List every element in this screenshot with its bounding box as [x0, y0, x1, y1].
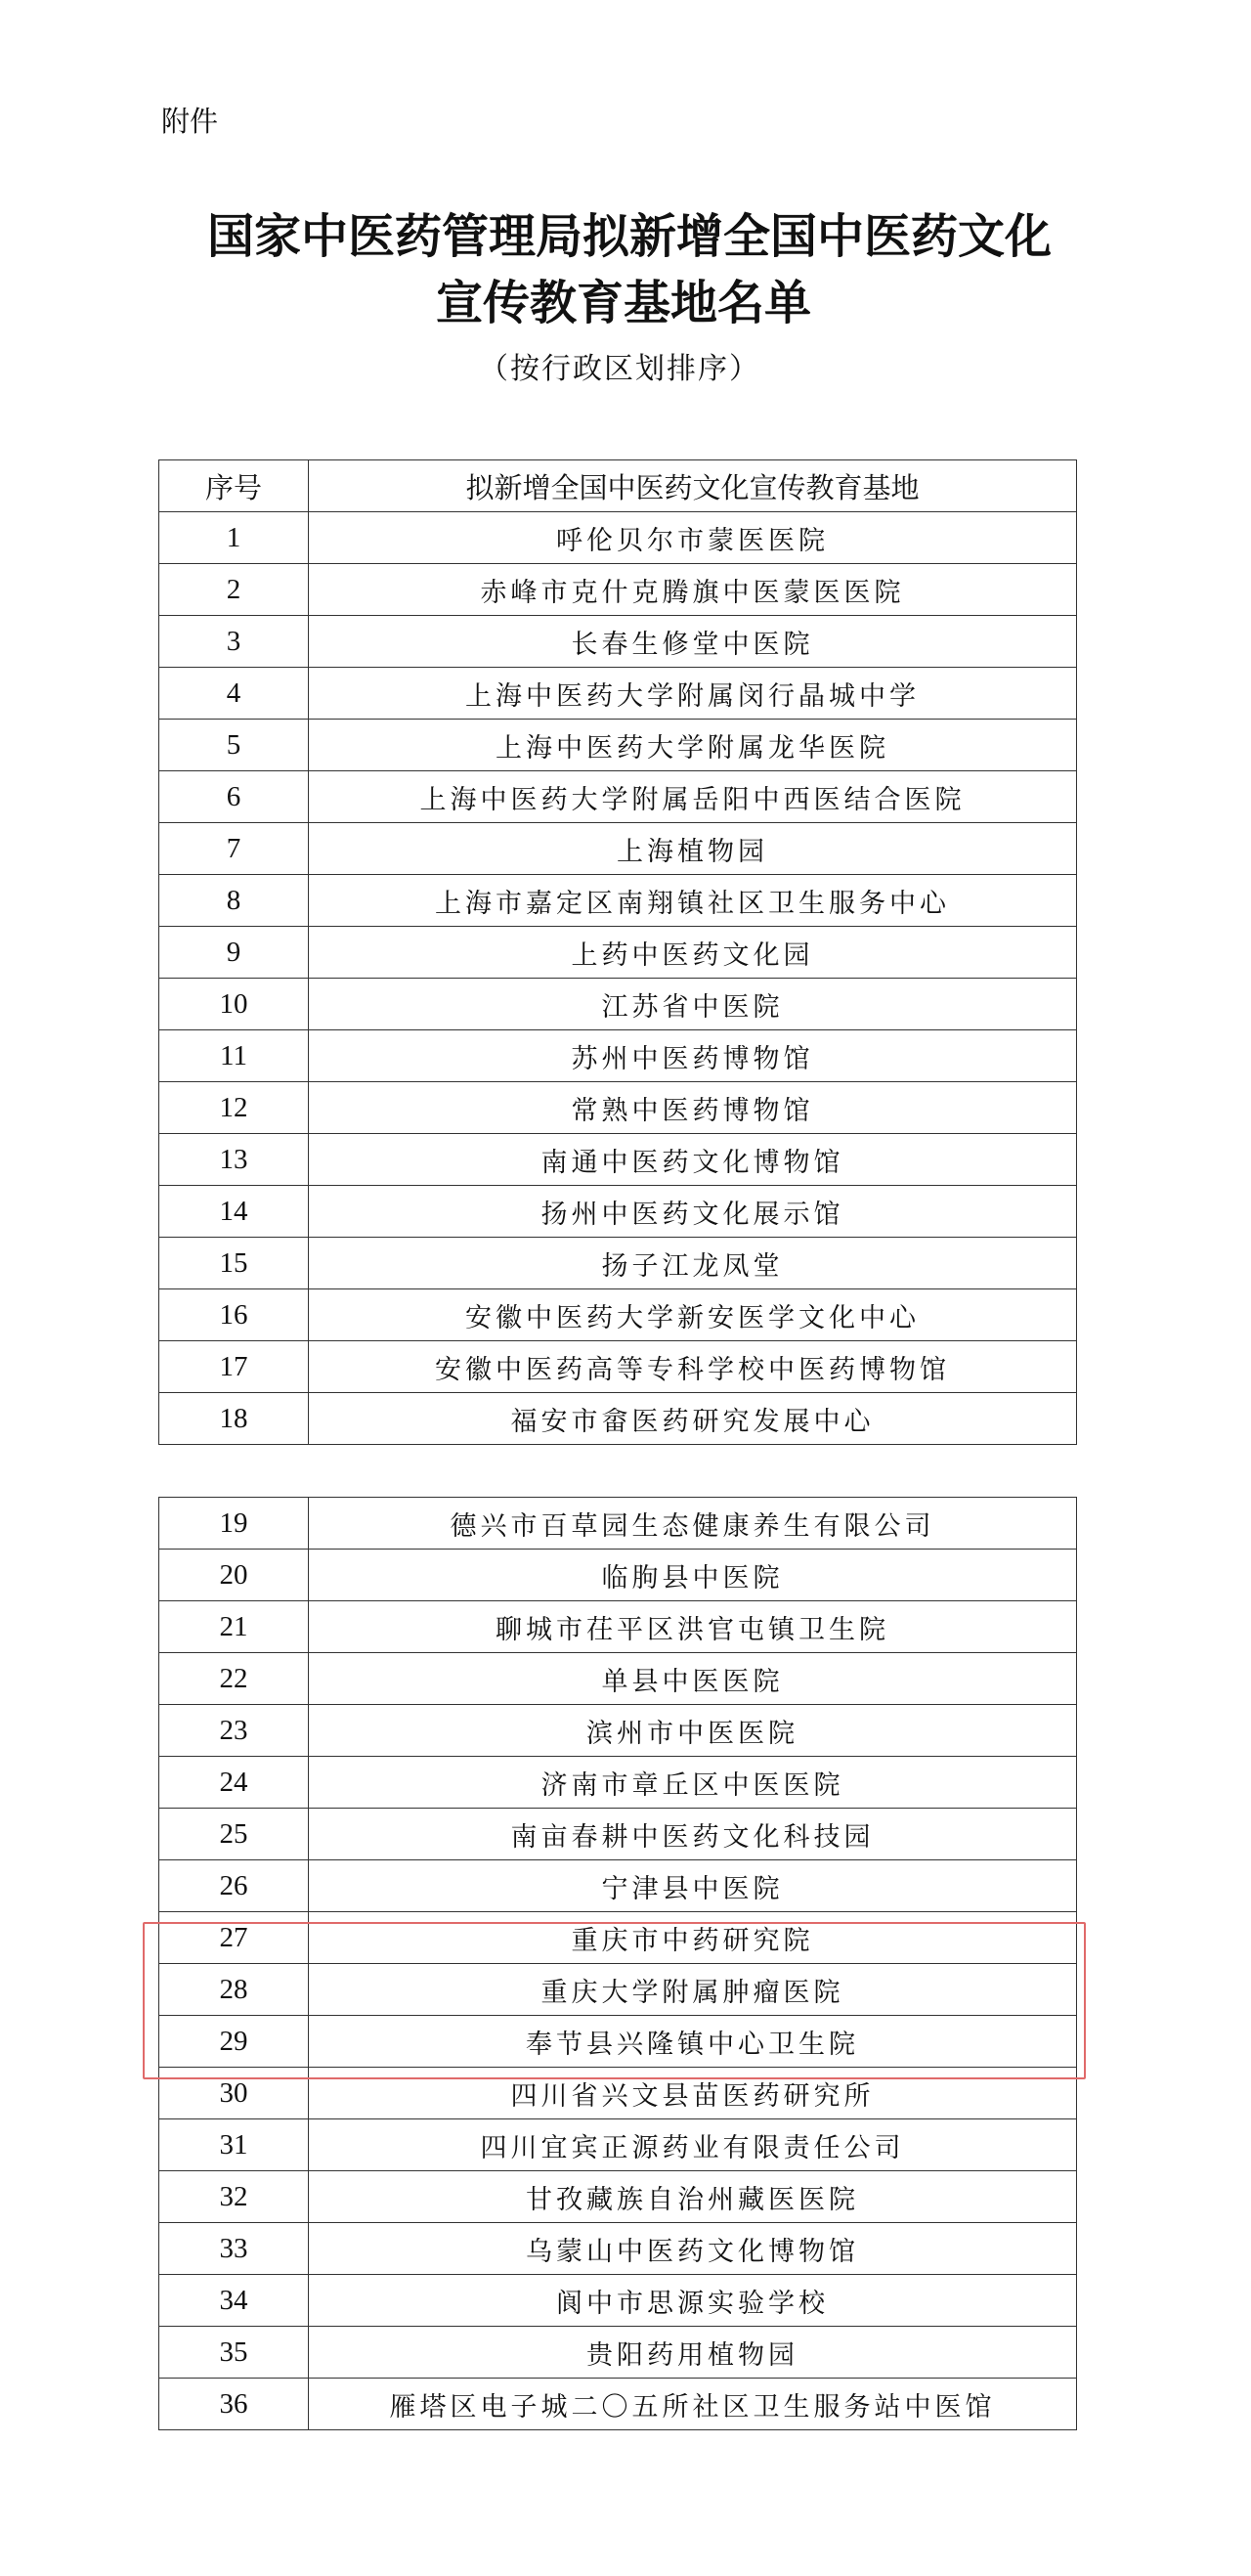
row-index: 24: [159, 1757, 309, 1809]
row-index: 14: [159, 1186, 309, 1238]
row-index: 28: [159, 1964, 309, 2016]
document-subtitle: （按行政区划排序）: [479, 352, 760, 386]
row-index: 31: [159, 2119, 309, 2171]
header-name: 拟新增全国中医药文化宣传教育基地: [309, 460, 1077, 512]
table-row: [159, 2379, 1077, 2430]
table-row: [159, 1498, 1077, 1550]
row-base-name: 长春生修堂中医院: [309, 616, 1077, 668]
row-base-name: 德兴市百草园生态健康养生有限公司: [309, 1498, 1077, 1550]
row-base-name: 上海中医药大学附属龙华医院: [309, 720, 1077, 771]
row-base-name: 临朐县中医院: [309, 1550, 1077, 1601]
row-base-name: 呼伦贝尔市蒙医医院: [309, 512, 1077, 564]
document-title: [0, 203, 1251, 336]
row-base-name: 阆中市思源实验学校: [309, 2275, 1077, 2327]
row-base-name: 济南市章丘区中医医院: [309, 1757, 1077, 1809]
row-index: 22: [159, 1653, 309, 1705]
row-base-name: 扬州中医药文化展示馆: [309, 1186, 1077, 1238]
table-row: [159, 616, 1077, 668]
row-base-name: 贵阳药用植物园: [309, 2327, 1077, 2379]
row-index: 20: [159, 1550, 309, 1601]
row-index: 11: [159, 1030, 309, 1082]
row-base-name: 重庆市中药研究院: [309, 1912, 1077, 1964]
row-index: 7: [159, 823, 309, 875]
base-list-table-part-1: [158, 459, 1077, 1445]
row-index: 3: [159, 616, 309, 668]
table-row: [159, 1601, 1077, 1653]
row-index: 29: [159, 2016, 309, 2068]
table-row: [159, 1964, 1077, 2016]
header-index: 序号: [159, 460, 309, 512]
title-line-2: 宣传教育基地名单: [436, 276, 812, 330]
table-row: [159, 2275, 1077, 2327]
row-index: 2: [159, 564, 309, 616]
row-index: 17: [159, 1341, 309, 1393]
row-index: 36: [159, 2379, 309, 2430]
row-base-name: 上海中医药大学附属闵行晶城中学: [309, 668, 1077, 720]
title-line-1: 国家中医药管理局拟新增全国中医药文化: [207, 209, 1053, 264]
row-index: 13: [159, 1134, 309, 1186]
table-row: [159, 1809, 1077, 1860]
row-base-name: 上药中医药文化园: [309, 927, 1077, 979]
row-index: 4: [159, 668, 309, 720]
row-base-name: 常熟中医药博物馆: [309, 1082, 1077, 1134]
row-base-name: 扬子江龙凤堂: [309, 1238, 1077, 1289]
row-index: 27: [159, 1912, 309, 1964]
table-row: [159, 720, 1077, 771]
table-row: [159, 1289, 1077, 1341]
row-base-name: 聊城市茌平区洪官屯镇卫生院: [309, 1601, 1077, 1653]
row-index: 26: [159, 1860, 309, 1912]
row-base-name: 甘孜藏族自治州藏医医院: [309, 2171, 1077, 2223]
table-row: [159, 1912, 1077, 1964]
table-row: [159, 1860, 1077, 1912]
table-row: [159, 1341, 1077, 1393]
row-index: 32: [159, 2171, 309, 2223]
table-row: [159, 927, 1077, 979]
table-row: [159, 2223, 1077, 2275]
table-row: [159, 771, 1077, 823]
row-index: 35: [159, 2327, 309, 2379]
row-base-name: 苏州中医药博物馆: [309, 1030, 1077, 1082]
table-row: [159, 1238, 1077, 1289]
table-row: [159, 1082, 1077, 1134]
row-base-name: 单县中医医院: [309, 1653, 1077, 1705]
table-row: [159, 2327, 1077, 2379]
row-base-name: 重庆大学附属肿瘤医院: [309, 1964, 1077, 2016]
row-index: 9: [159, 927, 309, 979]
table-row: [159, 2068, 1077, 2119]
table-row: [159, 2016, 1077, 2068]
row-index: 18: [159, 1393, 309, 1445]
table-row: [159, 668, 1077, 720]
base-list-table-part-2: [158, 1497, 1077, 2430]
row-base-name: 上海中医药大学附属岳阳中西医结合医院: [309, 771, 1077, 823]
row-base-name: 福安市畲医药研究发展中心: [309, 1393, 1077, 1445]
table-row: [159, 1393, 1077, 1445]
row-index: 19: [159, 1498, 309, 1550]
table-row: [159, 1186, 1077, 1238]
row-index: 1: [159, 512, 309, 564]
row-base-name: 四川省兴文县苗医药研究所: [309, 2068, 1077, 2119]
table-row: [159, 875, 1077, 927]
table-row: [159, 1550, 1077, 1601]
row-base-name: 江苏省中医院: [309, 979, 1077, 1030]
row-index: 30: [159, 2068, 309, 2119]
row-index: 16: [159, 1289, 309, 1341]
row-index: 10: [159, 979, 309, 1030]
row-base-name: 安徽中医药大学新安医学文化中心: [309, 1289, 1077, 1341]
row-index: 8: [159, 875, 309, 927]
table-header-row: [159, 460, 1077, 512]
row-index: 33: [159, 2223, 309, 2275]
row-base-name: 滨州市中医医院: [309, 1705, 1077, 1757]
row-base-name: 乌蒙山中医药文化博物馆: [309, 2223, 1077, 2275]
table-row: [159, 823, 1077, 875]
row-base-name: 安徽中医药高等专科学校中医药博物馆: [309, 1341, 1077, 1393]
row-index: 21: [159, 1601, 309, 1653]
row-base-name: 宁津县中医院: [309, 1860, 1077, 1912]
row-base-name: 南亩春耕中医药文化科技园: [309, 1809, 1077, 1860]
row-index: 34: [159, 2275, 309, 2327]
table-row: [159, 1705, 1077, 1757]
row-base-name: 雁塔区电子城二〇五所社区卫生服务站中医馆: [309, 2379, 1077, 2430]
row-base-name: 上海市嘉定区南翔镇社区卫生服务中心: [309, 875, 1077, 927]
row-base-name: 上海植物园: [309, 823, 1077, 875]
row-index: 5: [159, 720, 309, 771]
table-row: [159, 1757, 1077, 1809]
table-row: [159, 1030, 1077, 1082]
row-base-name: 南通中医药文化博物馆: [309, 1134, 1077, 1186]
row-index: 25: [159, 1809, 309, 1860]
table-row: [159, 2119, 1077, 2171]
row-base-name: 奉节县兴隆镇中心卫生院: [309, 2016, 1077, 2068]
row-index: 15: [159, 1238, 309, 1289]
row-base-name: 赤峰市克什克腾旗中医蒙医医院: [309, 564, 1077, 616]
table-row: [159, 1134, 1077, 1186]
row-index: 23: [159, 1705, 309, 1757]
table-row: [159, 512, 1077, 564]
row-index: 12: [159, 1082, 309, 1134]
table-row: [159, 564, 1077, 616]
attachment-label: 附件: [161, 105, 219, 138]
table-row: [159, 1653, 1077, 1705]
table-row: [159, 2171, 1077, 2223]
table-row: [159, 979, 1077, 1030]
row-index: 6: [159, 771, 309, 823]
row-base-name: 四川宜宾正源药业有限责任公司: [309, 2119, 1077, 2171]
